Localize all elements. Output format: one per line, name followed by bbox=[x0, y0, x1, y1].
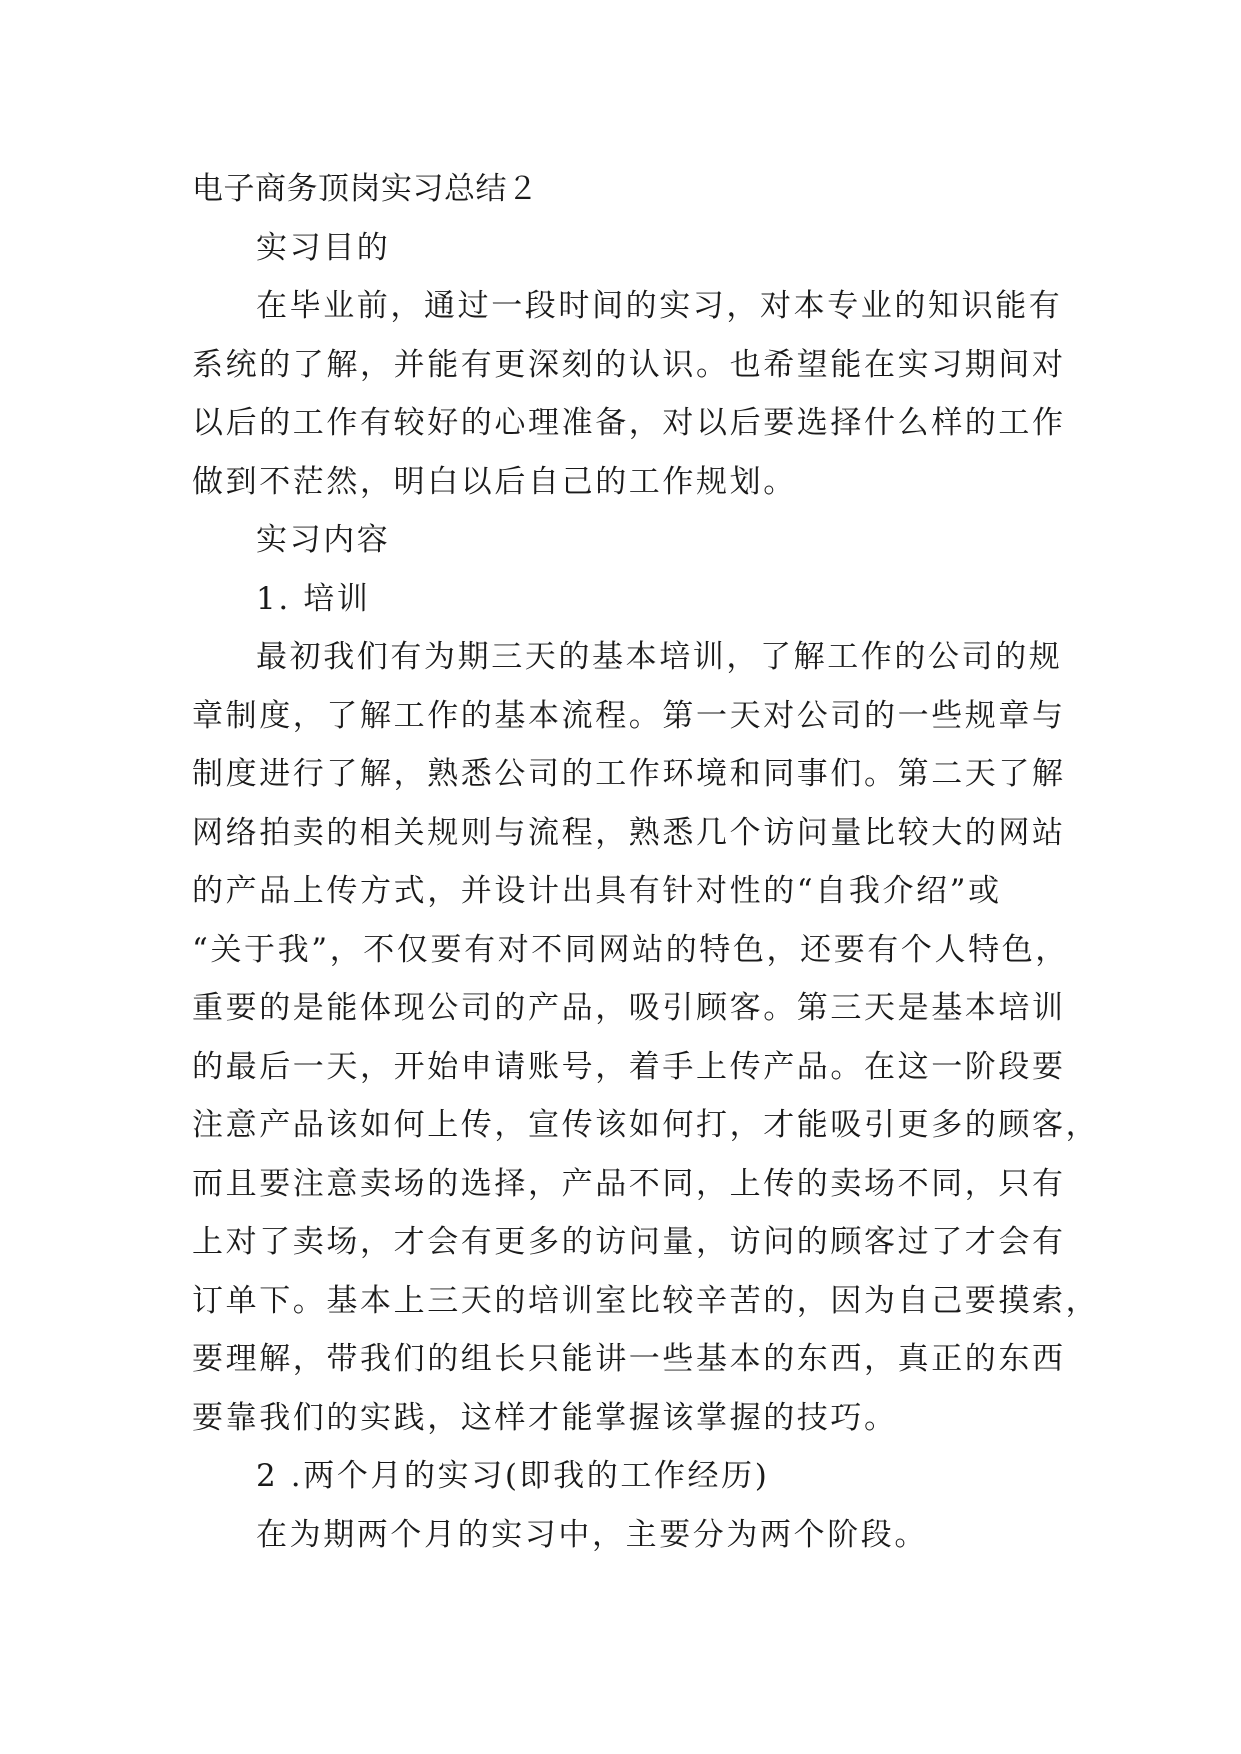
paragraph-line: 制度进行了解，熟悉公司的工作环境和同事们。第二天了解 bbox=[192, 756, 1066, 792]
paragraph-line: 网络拍卖的相关规则与流程，熟悉几个访问量比较大的网站 bbox=[192, 814, 1066, 851]
paragraph-line: 的产品上传方式，并设计出具有针对性的“自我介绍”或 bbox=[192, 873, 1002, 909]
paragraph-line: 而且要注意卖场的选择，产品不同，上传的卖场不同，只有 bbox=[192, 1165, 1066, 1202]
item1-heading: 1. 培训 bbox=[256, 580, 371, 617]
paragraph-line: 在为期两个月的实习中，主要分为两个阶段。 bbox=[256, 1516, 928, 1553]
paragraph-line: 系统的了解，并能有更深刻的认识。也希望能在实习期间对 bbox=[192, 346, 1066, 383]
paragraph-line: 上对了卖场，才会有更多的访问量，访问的顾客过了才会有 bbox=[192, 1224, 1066, 1260]
paragraph-line: 要理解，带我们的组长只能讲一些基本的东西，真正的东西 bbox=[192, 1341, 1066, 1377]
paragraph-line: “关于我”，不仅要有对不同网站的特色，还要有个人特色， bbox=[192, 931, 1069, 968]
paragraph-line: 重要的是能体现公司的产品，吸引顾客。第三天是基本培训 bbox=[192, 990, 1066, 1026]
paragraph-line: 做到不茫然，明白以后自己的工作规划。 bbox=[192, 463, 797, 500]
document-title: 电子商务顶岗实习总结２ bbox=[192, 171, 539, 207]
paragraph-line: 在毕业前，通过一段时间的实习，对本专业的知识能有 bbox=[256, 288, 1063, 324]
paragraph-line: 章制度，了解工作的基本流程。第一天对公司的一些规章与 bbox=[192, 697, 1066, 734]
paragraph-line: 以后的工作有较好的心理准备，对以后要选择什么样的工作 bbox=[192, 405, 1066, 441]
paragraph-line: 要靠我们的实践，这样才能掌握该掌握的技巧。 bbox=[192, 1399, 898, 1436]
paragraph-line: 注意产品该如何上传，宣传该如何打，才能吸引更多的顾客， bbox=[192, 1107, 1100, 1143]
paragraph-line: 最初我们有为期三天的基本培训，了解工作的公司的规 bbox=[256, 639, 1063, 675]
paragraph-line: 的最后一天，开始申请账号，着手上传产品。在这一阶段要 bbox=[192, 1048, 1066, 1085]
document-body bbox=[192, 160, 1100, 1564]
item2-heading: 2 .两个月的实习(即我的工作经历) bbox=[256, 1458, 770, 1494]
content-heading: 实习内容 bbox=[256, 522, 391, 558]
paragraph-line: 订单下。基本上三天的培训室比较辛苦的，因为自己要摸索， bbox=[192, 1282, 1100, 1319]
purpose-heading: 实习目的 bbox=[256, 229, 391, 266]
